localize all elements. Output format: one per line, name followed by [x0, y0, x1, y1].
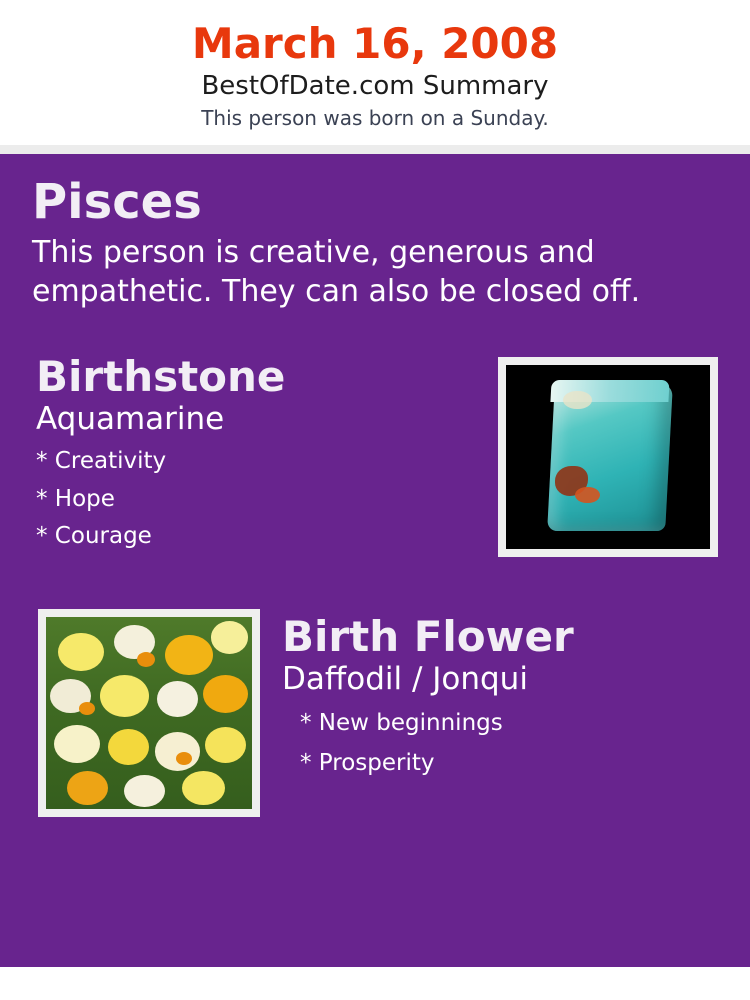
flower-blossom [124, 775, 165, 808]
flower-blossom [205, 727, 246, 763]
stone-inclusion-orange-shape [575, 487, 599, 504]
birthstone-trait: * Hope [36, 485, 115, 512]
stone-inclusion-light-shape [563, 391, 592, 409]
birthflower-section [32, 609, 718, 839]
header-divider [0, 145, 750, 154]
flower-blossom [157, 681, 198, 717]
birthstone-name: Aquamarine [36, 401, 225, 438]
birthflower-text [282, 609, 718, 777]
birthstone-image [506, 365, 710, 549]
flower-blossom [203, 675, 248, 713]
flower-blossom [54, 725, 99, 763]
zodiac-description: This person is creative, generous and empathetic. They can also be closed off. [32, 235, 641, 309]
birthstone-trait: * Creativity [36, 447, 167, 474]
flower-blossom [211, 621, 248, 654]
page-header [0, 0, 750, 145]
flower-blossom [67, 771, 108, 806]
birthflower-image [46, 617, 252, 809]
flower-center [79, 702, 95, 715]
birthflower-title: Birth Flower [282, 612, 574, 662]
birthflower-image-frame [38, 609, 260, 817]
flower-blossom [100, 675, 149, 717]
page-title: March 16, 2008 [191, 19, 559, 68]
flower-center [137, 652, 156, 667]
flower-blossom [182, 771, 225, 806]
flower-blossom [165, 635, 212, 675]
birthstone-image-frame [498, 357, 718, 557]
flower-blossom [108, 729, 149, 765]
flower-blossom [58, 633, 103, 671]
birthflower-name: Daffodil / Jonqui [282, 661, 528, 698]
birth-day-note: This person was born on a Sunday. [201, 105, 549, 130]
birthflower-trait: * Prosperity [300, 749, 435, 776]
birthstone-section [32, 353, 718, 583]
birthstone-title: Birthstone [36, 352, 286, 402]
site-summary-subtitle: BestOfDate.com Summary [201, 71, 549, 102]
zodiac-sign-name: Pisces [32, 173, 202, 230]
birthflower-trait: * New beginnings [300, 709, 503, 736]
content-panel [0, 154, 750, 967]
birthstone-trait: * Courage [36, 523, 152, 550]
flower-blossom [155, 732, 200, 770]
birthstone-text [32, 353, 472, 550]
